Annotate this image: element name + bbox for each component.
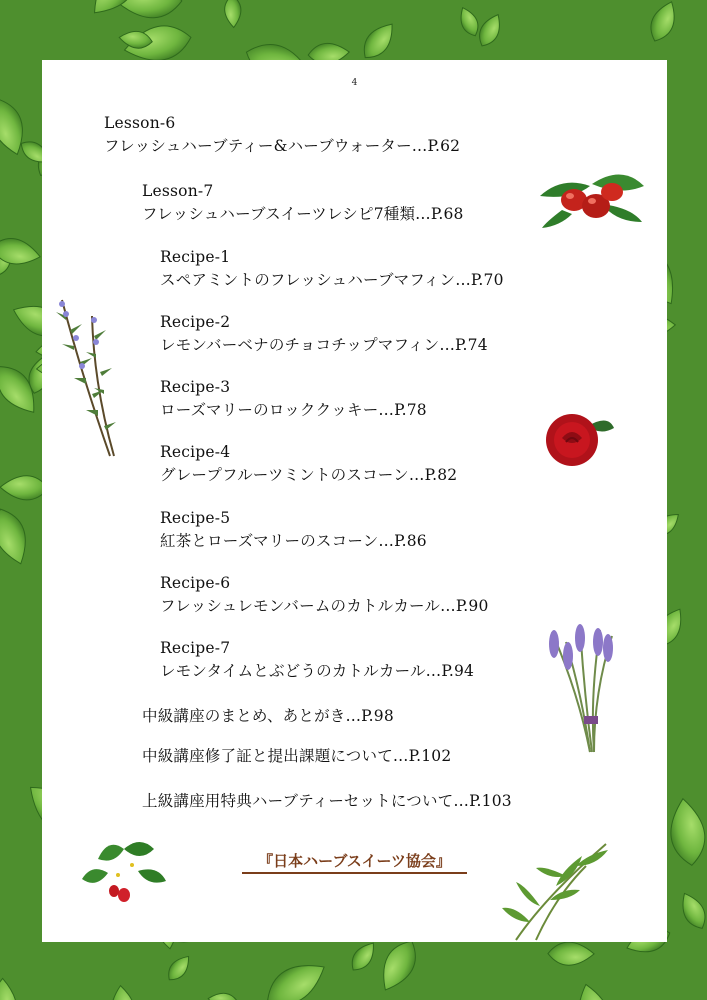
certificate-entry: 中級講座修了証と提出課題について…P.102 — [142, 747, 452, 765]
recipe-5-title: Recipe-5 — [160, 509, 231, 527]
recipe-6-subtitle: フレッシュレモンバームのカトルカール…P.90 — [160, 597, 489, 615]
rose-icon — [542, 408, 616, 470]
recipe-5-entry — [160, 507, 427, 553]
page-number: 4 — [351, 78, 358, 88]
association-name: 『日本ハーブスイーツ協会』 — [242, 850, 467, 874]
recipe-4-subtitle: グレープフルーツミントのスコーン…P.82 — [160, 466, 458, 484]
rosehip-icon — [532, 156, 650, 232]
recipe-2-title: Recipe-2 — [160, 313, 231, 331]
lavender-icon — [538, 622, 624, 756]
recipe-2-entry — [160, 311, 488, 357]
recipe-4-entry — [160, 441, 457, 487]
lesson-7-title: Lesson-7 — [142, 182, 214, 200]
recipe-7-subtitle: レモンタイムとぶどうのカトルカール…P.94 — [160, 662, 475, 680]
recipe-1-subtitle: スペアミントのフレッシュハーブマフィン…P.70 — [160, 271, 504, 289]
lesson-6-entry — [104, 112, 460, 158]
strawberry-icon — [78, 835, 170, 907]
lesson-7-entry — [142, 180, 464, 226]
recipe-3-subtitle: ローズマリーのロッククッキー…P.78 — [160, 401, 427, 419]
recipe-6-entry — [160, 572, 489, 618]
recipe-7-entry — [160, 637, 474, 683]
recipe-5-subtitle: 紅茶とローズマリーのスコーン…P.86 — [160, 532, 427, 550]
recipe-3-entry — [160, 376, 427, 422]
recipe-3-title: Recipe-3 — [160, 378, 231, 396]
rosemary-icon — [52, 296, 132, 460]
recipe-7-title: Recipe-7 — [160, 639, 231, 657]
recipe-1-entry — [160, 246, 504, 292]
document-page — [42, 60, 667, 942]
recipe-1-title: Recipe-1 — [160, 248, 231, 266]
lesson-7-subtitle: フレッシュハーブスイーツレシピ7種類…P.68 — [142, 205, 464, 223]
recipe-6-title: Recipe-6 — [160, 574, 231, 592]
advanced-bonus-entry: 上級講座用特典ハーブティーセットについて…P.103 — [142, 792, 512, 810]
summary-entry: 中級講座のまとめ、あとがき…P.98 — [142, 707, 394, 725]
recipe-4-title: Recipe-4 — [160, 443, 231, 461]
lemon-verbena-icon — [496, 836, 614, 942]
lesson-6-title: Lesson-6 — [104, 114, 176, 132]
recipe-2-subtitle: レモンバーベナのチョコチップマフィン…P.74 — [160, 336, 488, 354]
lesson-6-subtitle: フレッシュハーブティー&ハーブウォーター…P.62 — [104, 137, 461, 155]
